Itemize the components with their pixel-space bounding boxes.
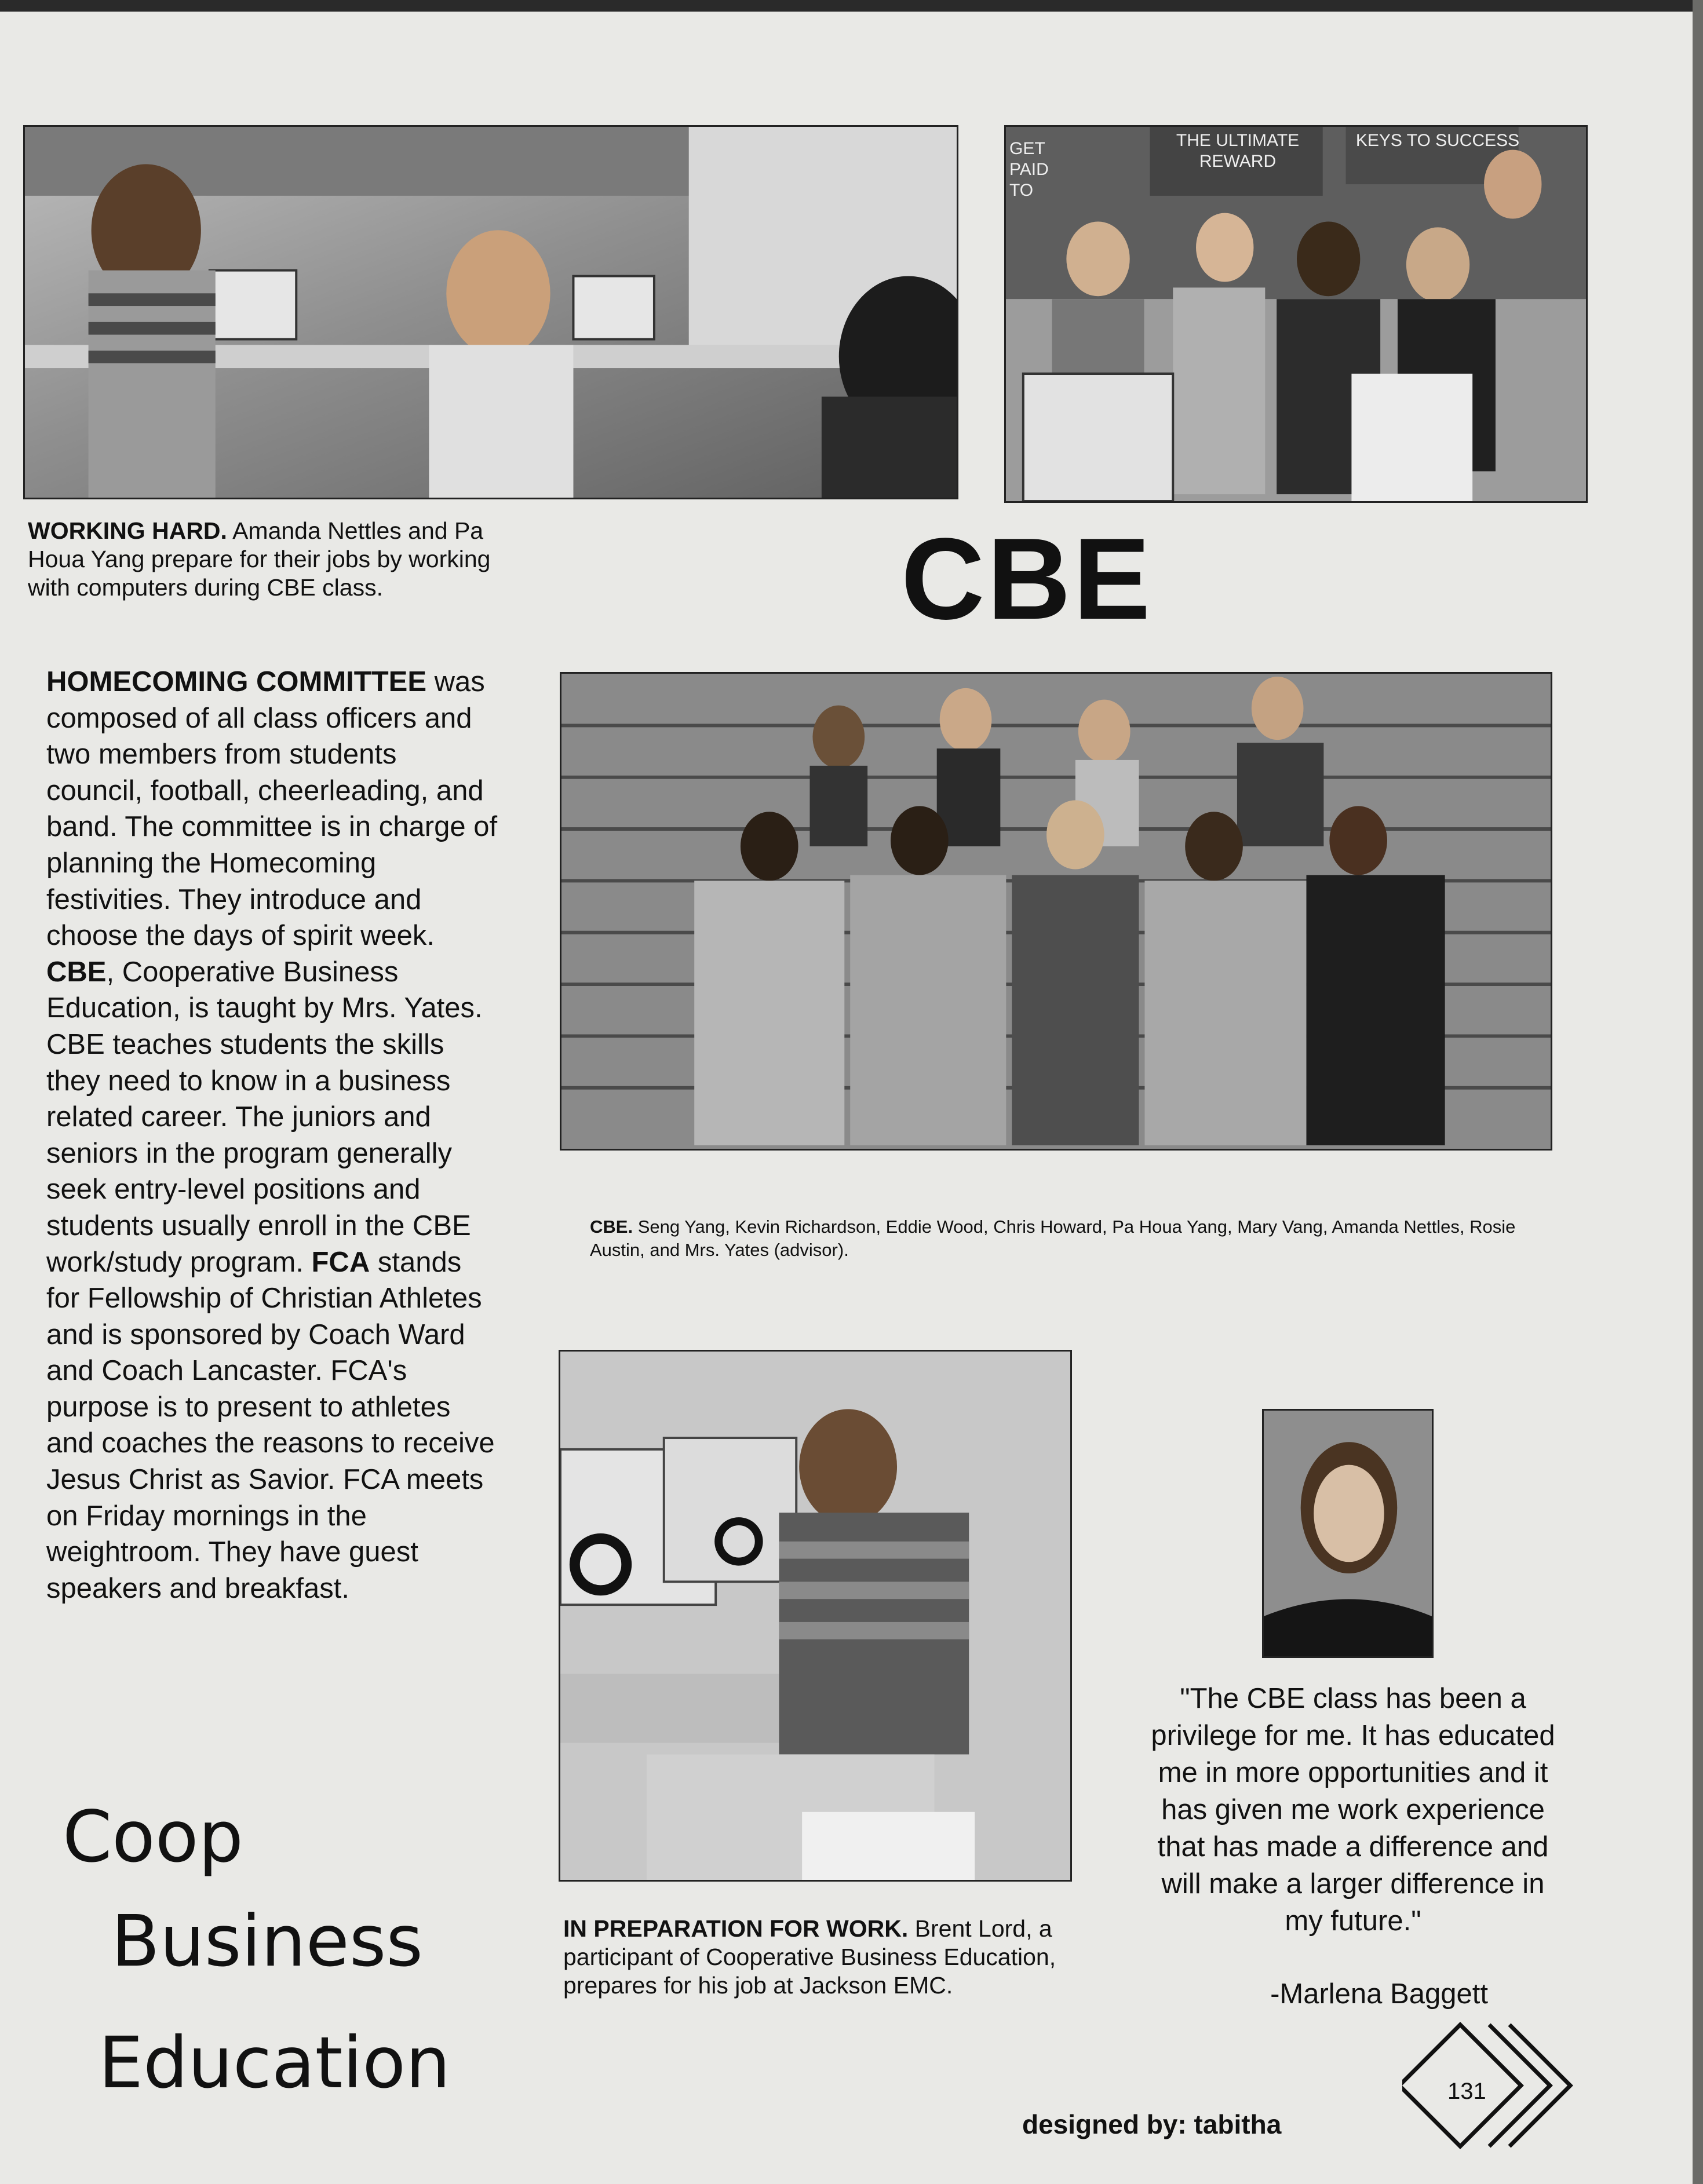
caption-preparation bbox=[563, 1915, 1073, 2000]
sign-keys-to-success: KEYS TO SUCCESS bbox=[1355, 131, 1520, 150]
designer-credit bbox=[1022, 2109, 1281, 2140]
caption-cbe-group-title: CBE. bbox=[590, 1217, 633, 1237]
page-number: 131 bbox=[1447, 2079, 1486, 2104]
body-cbe-text: , Cooperative Business Education, is taught by Mrs. Yates. CBE teaches students the skills they need to know in a business related career. The juniors and seniors in the program generally seek entry-level positions and students usually enroll in the CBE work/study program. bbox=[46, 956, 483, 1278]
body-fca-text: stands for Fellowship of Christian Athletes and is sponsored by Coach Ward and Coach Lancaster. FCA's purpose is to present to athletes and coaches the reasons to receive Jesus Christ as Savior. FCA meets on Friday mornings in the weightroom. They have guest speakers and breakfast. bbox=[46, 1246, 495, 1604]
body-homecoming-text: was composed of all class officers and two members from students council, football, cheerleading, and band. The committee is in charge of planning the Homecoming festivities. They introduce and choose the days of spirit week. bbox=[46, 666, 498, 952]
caption-working-hard bbox=[28, 517, 497, 602]
caption-preparation-title: IN PREPARATION FOR WORK. bbox=[563, 1915, 909, 1942]
page-number-badge bbox=[1402, 2010, 1588, 2161]
caption-working-hard-title: WORKING HARD. bbox=[28, 517, 227, 544]
script-title-education: Education bbox=[99, 2022, 451, 2104]
script-title-business: Business bbox=[111, 1900, 423, 1982]
caption-working-hard-text: Amanda Nettles and Pa Houa Yang prepare for their jobs by working with computers during CBE class. bbox=[28, 517, 491, 601]
photo-cbe-group-small-scene bbox=[1006, 127, 1586, 501]
photo-preparation-scene bbox=[560, 1352, 1070, 1880]
body-fca-heading: FCA bbox=[311, 1246, 370, 1278]
body-homecoming-heading: HOMECOMING COMMITTEE bbox=[46, 666, 427, 697]
photo-working-hard-scene bbox=[25, 127, 957, 498]
sign-get-paid: GET PAID TO bbox=[1009, 139, 1049, 200]
quote-author: -Marlena Baggett bbox=[1270, 1978, 1488, 2010]
photo-cbe-group bbox=[560, 672, 1552, 1151]
caption-preparation-text: Brent Lord, a participant of Cooperative Business Education, prepares for his job at Jackson EMC. bbox=[563, 1915, 1056, 1999]
photo-preparation-for-work bbox=[559, 1350, 1072, 1882]
caption-cbe-group bbox=[590, 1215, 1529, 1262]
body-cbe-heading: CBE bbox=[46, 956, 107, 988]
scan-right-edge bbox=[1693, 0, 1703, 2184]
photo-cbe-group-scene bbox=[561, 674, 1551, 1149]
photo-cbe-group-small bbox=[1004, 125, 1588, 503]
quote-text: "The CBE class has been a privilege for me. It has educated me in more opportunities and it has given me work experience that has made a difference and will make a larger difference in my future." bbox=[1151, 1683, 1555, 1937]
script-title-coop: Coop bbox=[63, 1796, 243, 1878]
photo-working-hard bbox=[23, 125, 958, 499]
designer-label: designed by: bbox=[1022, 2109, 1187, 2139]
scan-top-edge bbox=[0, 0, 1703, 12]
portrait-scene bbox=[1264, 1411, 1432, 1656]
body-text bbox=[46, 664, 498, 1606]
caption-cbe-group-text: Seng Yang, Kevin Richardson, Eddie Wood, Chris Howard, Pa Houa Yang, Mary Vang, Amanda Nettles, Rosie Austin, and Mrs. Yates (advisor). bbox=[590, 1217, 1516, 1260]
designer-name: tabitha bbox=[1194, 2109, 1282, 2139]
page-title: CBE bbox=[901, 514, 1153, 644]
photo-portrait-marlena-baggett bbox=[1262, 1409, 1434, 1658]
sign-ultimate-reward: THE ULTIMATE REWARD bbox=[1176, 131, 1300, 171]
